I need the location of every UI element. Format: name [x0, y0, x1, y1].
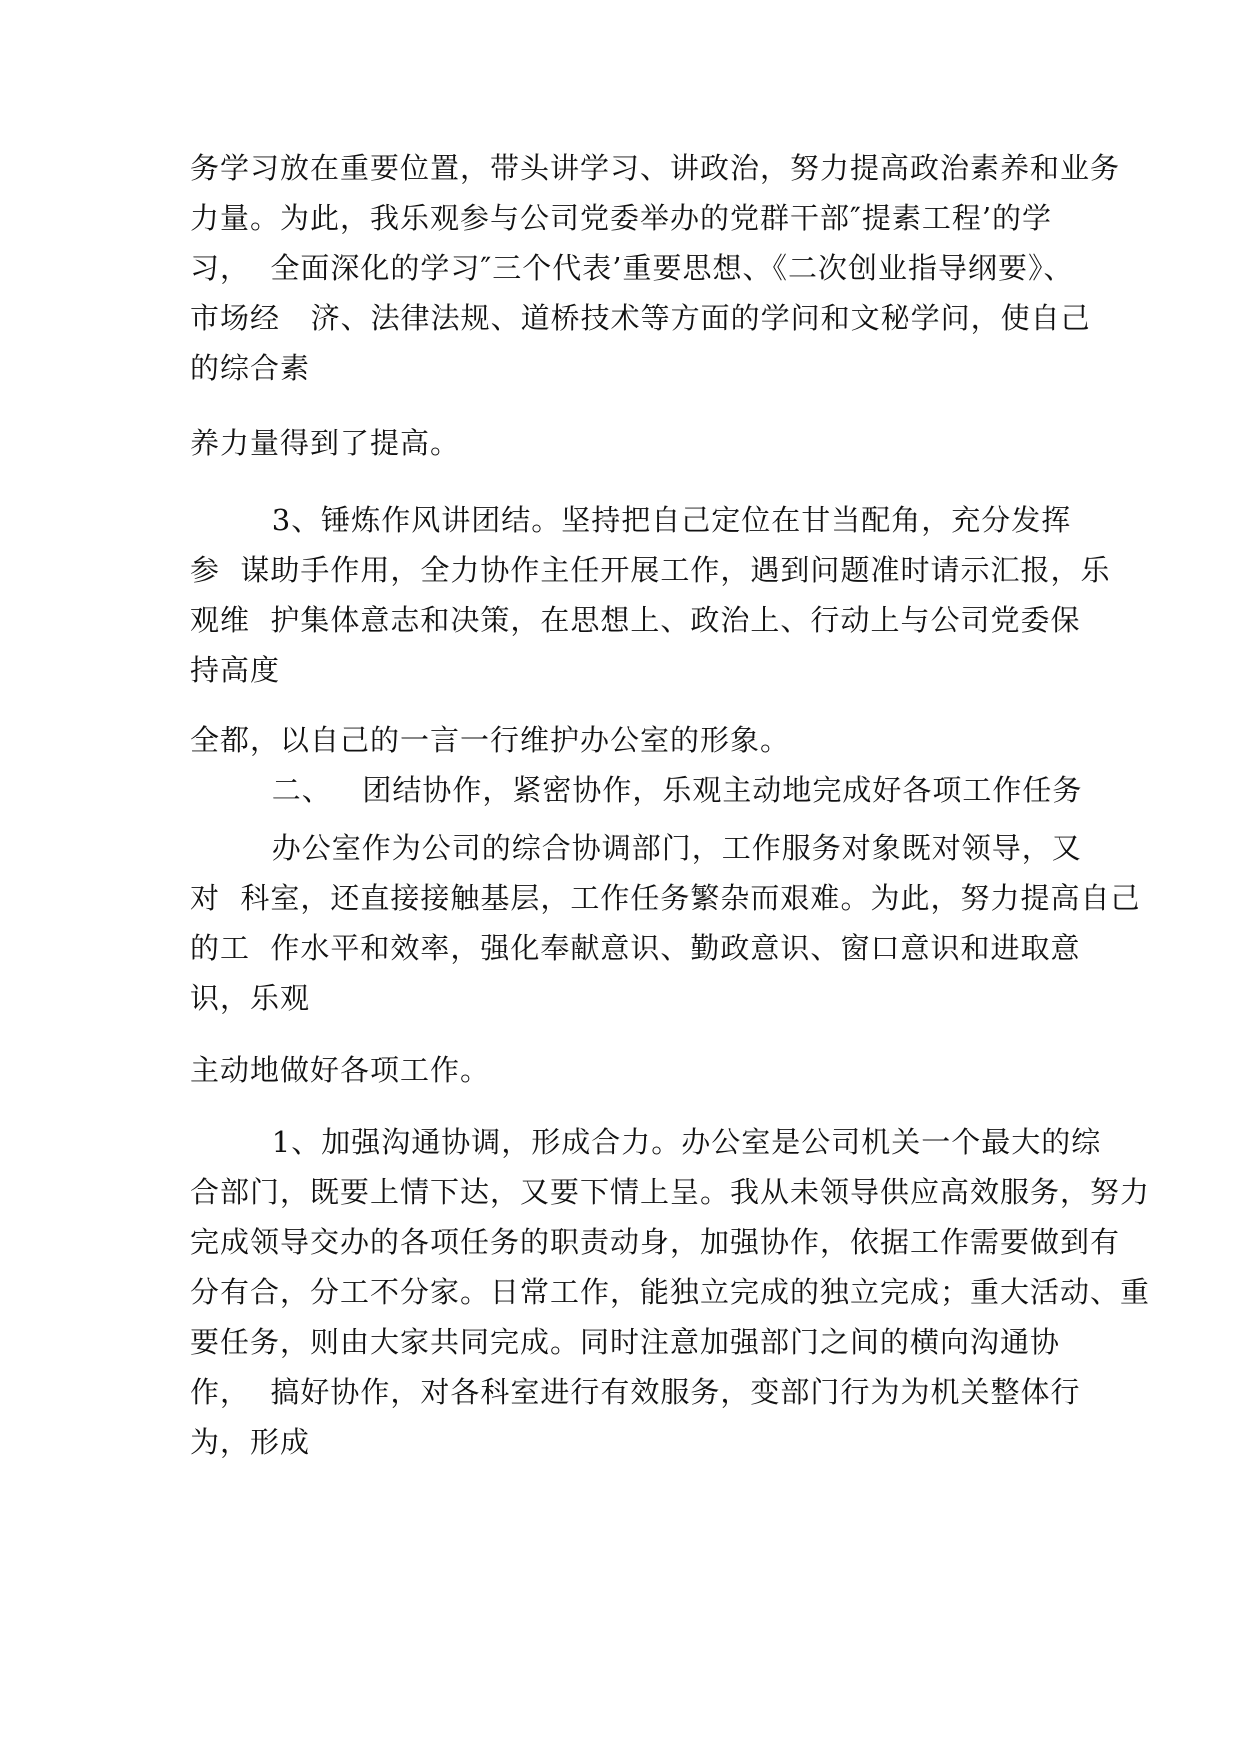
text-line: 全都，以自己的一言一行维护办公室的形象。 [190, 723, 791, 757]
text-line: 的综合素 [190, 351, 311, 385]
text-line: 养力量得到了提高。 [190, 426, 461, 460]
text-line: 要任务，则由大家共同完成。同时注意加强部门之间的横向沟通协 [190, 1325, 1061, 1359]
text-line: 办公室作为公司的综合协调部门，工作服务对象既对领导，又 [190, 831, 1082, 865]
text-line: 持高度 [190, 653, 281, 687]
text-line: 力量。为此，我乐观参与公司党委举办的党群干部″提素工程’的学 [190, 201, 1053, 235]
text-line: 识，乐观 [190, 981, 311, 1015]
text-line: 作， 搞好协作，对各科室进行有效服务，变部门行为为机关整体行 [190, 1375, 1081, 1409]
text-line: 参 谋助手作用，全力协作主任开展工作，遇到问题准时请示汇报，乐 [190, 553, 1111, 587]
text-line: 3、锤炼作风讲团结。坚持把自己定位在甘当配角，充分发挥 [190, 503, 1072, 537]
text-line: 的工 作水平和效率，强化奉献意识、勤政意识、窗口意识和进取意 [190, 931, 1081, 965]
text-line: 对 科室，还直接接触基层，工作任务繁杂而艰难。为此，努力提高自己 [190, 881, 1141, 915]
text-line: 为，形成 [190, 1425, 311, 1459]
text-line: 分有合，分工不分家。日常工作，能独立完成的独立完成；重大活动、重 [190, 1275, 1151, 1309]
text-line: 主动地做好各项工作。 [190, 1053, 491, 1087]
text-line: 市场经 济、法律法规、道桥技术等方面的学问和文秘学问，使自己 [190, 301, 1091, 335]
text-line: 1、加强沟通协调，形成合力。办公室是公司机关一个最大的综 [190, 1125, 1102, 1159]
text-line: 习， 全面深化的学习″三个代表’重要思想、《二次创业指导纲要》、 [190, 251, 1074, 285]
text-line: 合部门，既要上情下达，又要下情上呈。我从未领导供应高效服务，努力 [190, 1175, 1151, 1209]
text-line: 观维 护集体意志和决策，在思想上、政治上、行动上与公司党委保 [190, 603, 1081, 637]
text-line: 完成领导交办的各项任务的职责动身，加强协作，依据工作需要做到有 [190, 1225, 1121, 1259]
text-line: 务学习放在重要位置，带头讲学习、讲政治，努力提高政治素养和业务 [190, 151, 1121, 185]
section-heading: 二、 团结协作，紧密协作，乐观主动地完成好各项工作任务 [190, 773, 1083, 807]
